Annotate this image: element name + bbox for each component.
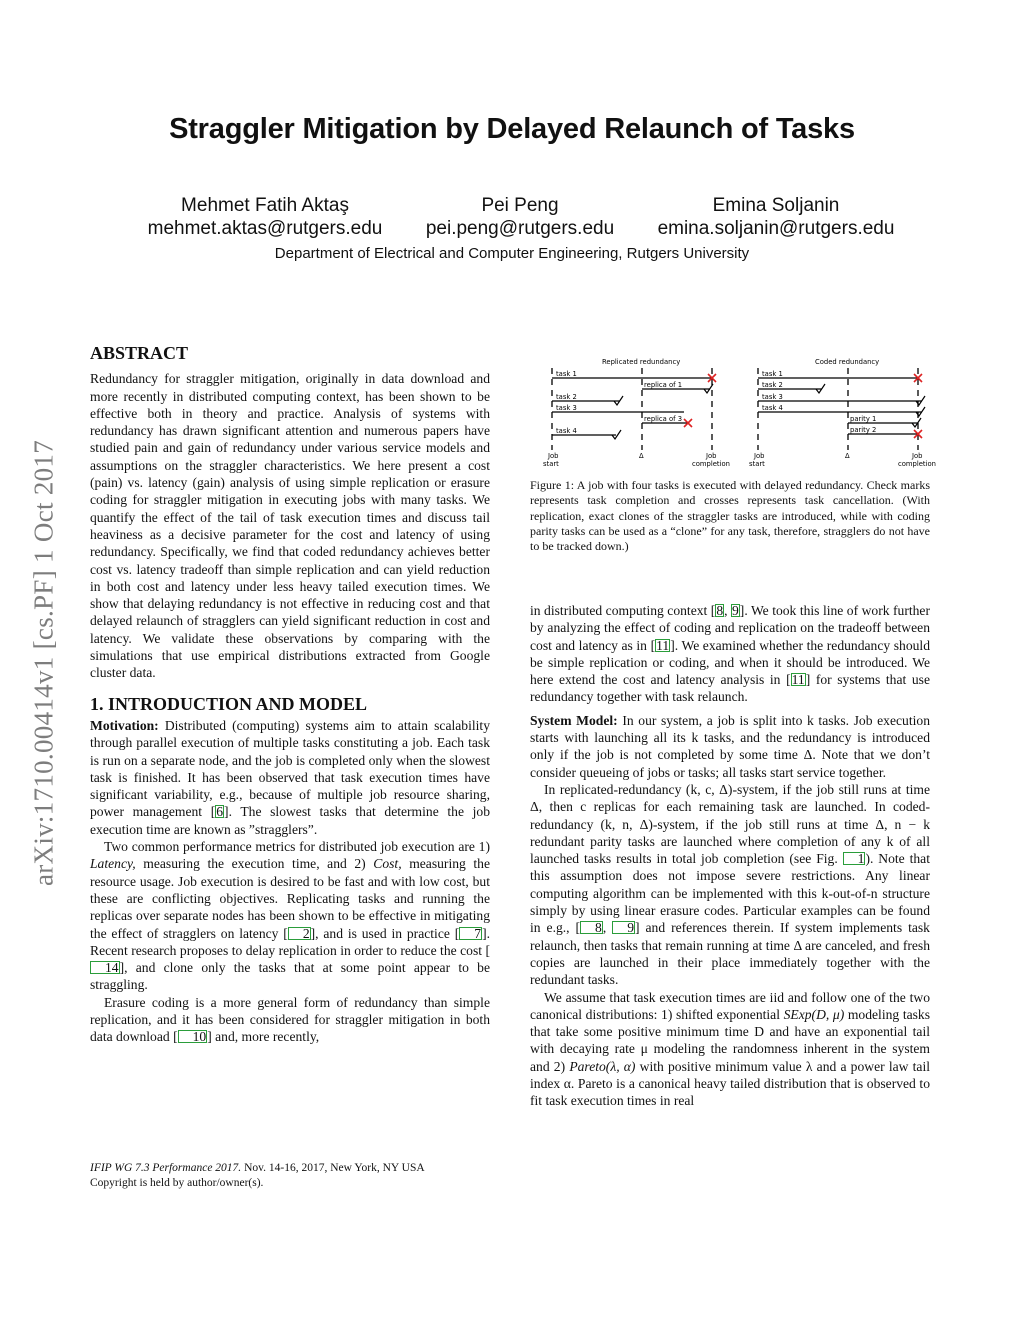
author-1: [140, 194, 390, 240]
arxiv-sidebar-stamp: [18, 370, 70, 955]
left-panel-title: Replicated redundancy: [602, 358, 681, 366]
venue-date: Nov. 14-16, 2017, New York, NY USA: [241, 1162, 425, 1174]
axis-delta-label: Δ: [639, 452, 644, 460]
right-paragraph-0: in distributed computing context [8, 9]. We took this line of work further by analyzing the effect of coding and replication on the tradeoff between cost and latency as in [11]. We examined whether the redundancy should be simple replication or coding, and when it should be introduced. We here extend the cost and latency analysis in [11] for systems that use redundancy together with task relaunch.: [530, 603, 930, 705]
label-coded-task-4: task 4: [762, 404, 783, 412]
citation-link[interactable]: 8: [580, 921, 603, 934]
abstract-heading: ABSTRACT: [90, 343, 189, 363]
motivation-label: Motivation:: [90, 717, 159, 733]
right-paragraph-3: We assume that task execution times are iid and follow one of the two canonical distributions: 1) shifted exponential SExp(D, μ) modeling tasks that take some positive minimum time D and have an exponential tail with decaying rate μ modeling the randomness inherent in the system and 2) Pareto(λ, α) with positive minimum value λ and a power law tail index α. Pareto is a canonical heavy tailed distribution that is observed to fit task execution times in real: [530, 989, 931, 1109]
citation-link[interactable]: 9: [612, 921, 635, 934]
label-coded-task-3: task 3: [762, 393, 783, 401]
axis-job-label: Job: [912, 452, 923, 460]
axis-start-label: start: [543, 460, 559, 468]
axis-job-label: Job: [706, 452, 717, 460]
citation-link[interactable]: 10: [178, 1030, 208, 1043]
author-name: Emina Soljanin: [712, 195, 840, 216]
copyright: Copyright is held by author/owner(s).: [90, 1177, 264, 1189]
figure-1: [530, 350, 940, 472]
author-name: Pei Peng: [481, 195, 559, 216]
label-parity-1: parity 1: [850, 415, 877, 423]
right-column: [530, 602, 930, 1110]
copyright-footnote: [90, 1161, 490, 1191]
author-email: pei.peng@rutgers.edu: [425, 218, 615, 239]
intro-paragraph-1: Motivation: Distributed (computing) systems aim to attain scalability through parallel execution of multiple tasks constituting a job. Each task is run on a separate node, and the job is completed only when the slowest task is finished. It has been observed that task execution times have significant variability, e.g., because of multiple job resource sharing, power management [6]. The slowest tasks that determine the job execution time are known as ”stragglers”.: [90, 717, 490, 837]
label-task-3: task 3: [556, 404, 577, 412]
label-coded-task-2: task 2: [762, 381, 783, 389]
label-task-4: task 4: [556, 427, 577, 435]
citation-link[interactable]: 8: [716, 603, 724, 618]
citation-link[interactable]: 2: [288, 927, 311, 940]
author-3: [650, 194, 902, 240]
axis-delta-label: Δ: [845, 452, 850, 460]
affiliation: Department of Electrical and Computer Engineering, Rutgers University: [274, 245, 750, 262]
system-model-label: System Model:: [530, 712, 618, 728]
figure-1-caption: Figure 1: A job with four tasks is executed with delayed redundancy. Check marks represents task completion and crosses represents task cancellation. (With replication, exact clones of the straggler tasks are introduced, while with coding parity tasks can be used as a “clone” for any task, therefore, stragglers do not have to be tracked down.): [530, 478, 930, 554]
intro-paragraph-2: Two common performance metrics for distributed job execution are 1) Latency, measuring the execution time, and 2) Cost, measuring the resource usage. Job execution is desired to be fast and with low cost, but these are conflicting objectives. Replicating tasks and running the replicas over separate nodes has been shown to be effective in mitigating the effect of stragglers on latency [ 2], and is used in practice [ 7]. Recent research proposes to delay replication in order to reduce the cost [14], and clone only the tasks that at some point appear to be straggling.: [90, 839, 491, 993]
label-task-2: task 2: [556, 393, 577, 401]
label-replica-3: replica of 3: [644, 415, 683, 423]
author-email: mehmet.aktas@rutgers.edu: [147, 218, 383, 239]
arxiv-id: arXiv:1710.00414v1 [cs.PF] 1 Oct 2017: [28, 439, 59, 886]
paper-title: Straggler Mitigation by Delayed Relaunch of Tasks: [169, 113, 855, 145]
figure-1-diagram: [530, 350, 940, 472]
right-paragraph-2: In replicated-redundancy (k, c, Δ)-system, if the job still runs at time Δ, then c replicas for each remaining task are launched. In coded-redundancy (k, n, Δ)-system, if the job still runs at time Δ, n − k redundant parity tasks are launched where completion of any k of all launched tasks results in total job completion (see Fig. 1). Note that this assumption does not impose severe restrictions. Any linear computing algorithm can be implemented with this k-out-of-n structure simply by using linear erasure codes. Particular examples can be found in e.g., [ 8, 9] and references therein. If system implements task relaunch, then tasks that remain running at time Δ are canceled, and fresh copies are launched in their place immediately together with the redundant tasks.: [530, 781, 930, 988]
axis-start-label: start: [749, 460, 765, 468]
intro-heading: 1. INTRODUCTION AND MODEL: [90, 693, 368, 714]
axis-completion-label: completion: [692, 460, 730, 468]
axis-job-label: Job: [548, 452, 559, 460]
citation-link[interactable]: 11: [656, 637, 670, 653]
author-name: Mehmet Fatih Aktaş: [181, 195, 349, 216]
citation-link[interactable]: 11: [791, 672, 805, 688]
author-2: [417, 194, 623, 240]
label-task-1: task 1: [556, 370, 577, 378]
label-coded-task-1: task 1: [762, 370, 783, 378]
author-email: emina.soljanin@rutgers.edu: [657, 218, 895, 239]
venue: IFIP WG 7.3 Performance 2017.: [90, 1162, 242, 1174]
citation-link[interactable]: 14: [90, 961, 120, 974]
intro-paragraph-3: Erasure coding is a more general form of redundancy than simple replication, and it has been considered for straggler mitigation in both data download [ 10] and, more recently,: [90, 994, 490, 1045]
abstract-text: Redundancy for straggler mitigation, originally in data download and more recently in distributed computing context, has been shown to be effective both in theory and practice. Analysis of systems with redundancy has drawn significant attention and numerous papers have studied pain and gain of redundancy under various service models and assumptions on the straggler characteristics. We here present a cost (pain) vs. latency (gain) analysis of using simple replication or erasure coding for straggler mitigation in executing jobs with many tasks. We quantify the effect of the tail of task execution times and discuss tail heaviness as a decisive parameter for the cost and latency of using redundancy. Specifically, we find that coded redundancy achieves better cost vs. latency tradeoff than simple replication and can yield reduction in both cost and latency under less heavy tailed execution times. We show that delaying redundancy is not effective in reducing cost and that delayed relaunch of stragglers can yield significant reduction in cost and latency. We validate these observations by comparing with the simulations that use empirical distributions extracted from Google cluster data.: [90, 371, 490, 681]
right-panel-title: Coded redundancy: [815, 358, 880, 366]
label-parity-2: parity 2: [850, 426, 877, 434]
citation-link[interactable]: 9: [731, 603, 739, 618]
figure-ref-link[interactable]: 1: [843, 852, 866, 865]
label-replica-1: replica of 1: [644, 381, 683, 389]
left-column: [90, 345, 490, 1046]
axis-job-label: Job: [754, 452, 765, 460]
citation-link[interactable]: 6: [216, 804, 224, 820]
system-model-paragraph: System Model: In our system, a job is split into k tasks. Job execution starts with launching all its k tasks, and the redundancy is introduced only if the job is not completed by some time Δ. Note that we don’t consider queueing of jobs or tasks; all tasks start service together.: [530, 712, 930, 780]
axis-completion-label: completion: [898, 460, 936, 468]
citation-link[interactable]: 7: [459, 927, 482, 940]
